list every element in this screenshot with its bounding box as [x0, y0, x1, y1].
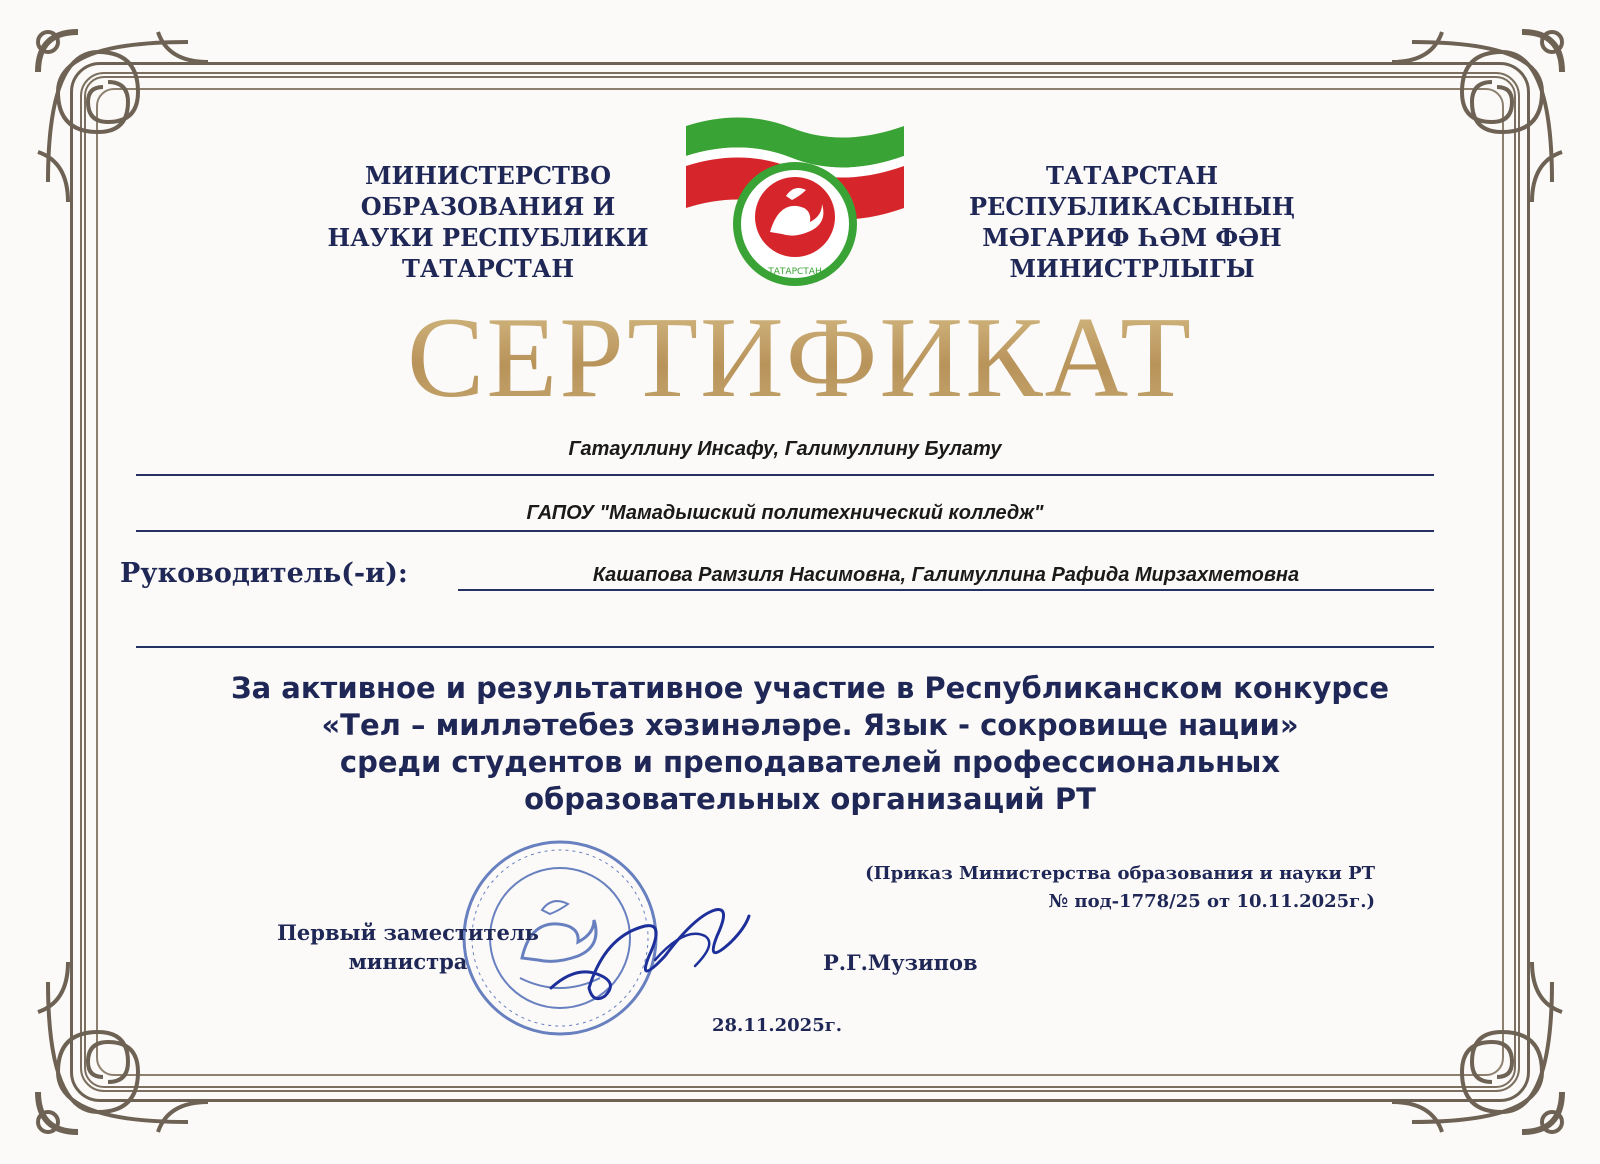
corner-ornament-top-right — [1382, 12, 1582, 212]
corner-ornament-top-left — [18, 12, 218, 212]
award-line-2: «Тел – милләтебез хәзинәләре. Язык - сокровище нации» — [321, 708, 1299, 742]
institution-name: ГАПОУ "Мамадышский политехнический колледж" — [526, 502, 1044, 524]
signer-position-line-2: министра — [348, 949, 468, 974]
ministry-name-tatar: ТАТАРСТАН РЕСПУБЛИКАСЫНЫҢ МӘГАРИФ ҺӘМ ФӘН МИНИСТРЛЫГЫ — [968, 161, 1295, 283]
tatarstan-emblem — [682, 112, 908, 290]
ministry-name-russian: МИНИСТЕРСТВО ОБРАЗОВАНИЯ И НАУКИ РЕСПУБЛИКИ ТАТАРСТАН — [327, 161, 649, 283]
leaders-label: Руководитель(-и): — [120, 558, 408, 589]
order-line-1: (Приказ Министерства образования и науки РТ — [865, 863, 1375, 884]
corner-ornament-bottom-left — [18, 952, 218, 1152]
award-line-3: среди студентов и преподавателей профессиональных — [339, 745, 1281, 779]
blank-line — [136, 646, 1434, 648]
emblem-text: ТАТАРСТАН — [768, 267, 822, 277]
order-reference — [760, 860, 1375, 916]
award-line-1: За активное и результативное участие в Республиканском конкурсе — [231, 671, 1389, 705]
handwritten-signature — [545, 896, 755, 1006]
leaders-line — [458, 589, 1434, 591]
certificate-title: СЕРТИФИКАТ — [0, 292, 1600, 425]
institution-line — [136, 530, 1434, 532]
issue-date: 28.11.2025г. — [712, 1015, 843, 1036]
corner-ornament-bottom-right — [1382, 952, 1582, 1152]
recipients-names: Гатауллину Инсафу, Галимуллину Булату — [568, 438, 1002, 460]
recipients-line — [136, 474, 1434, 476]
order-line-2: № под-1778/25 от 10.11.2025г.) — [1048, 891, 1375, 912]
signer-position-line-1: Первый заместитель — [277, 920, 539, 945]
award-line-4: образовательных организаций РТ — [524, 782, 1096, 816]
signer-name: Р.Г.Музипов — [823, 950, 978, 975]
award-text — [160, 670, 1460, 818]
signer-position — [258, 918, 558, 976]
leaders-names: Кашапова Рамзиля Насимовна, Галимуллина Рафида Мирзахметовна — [592, 564, 1300, 586]
